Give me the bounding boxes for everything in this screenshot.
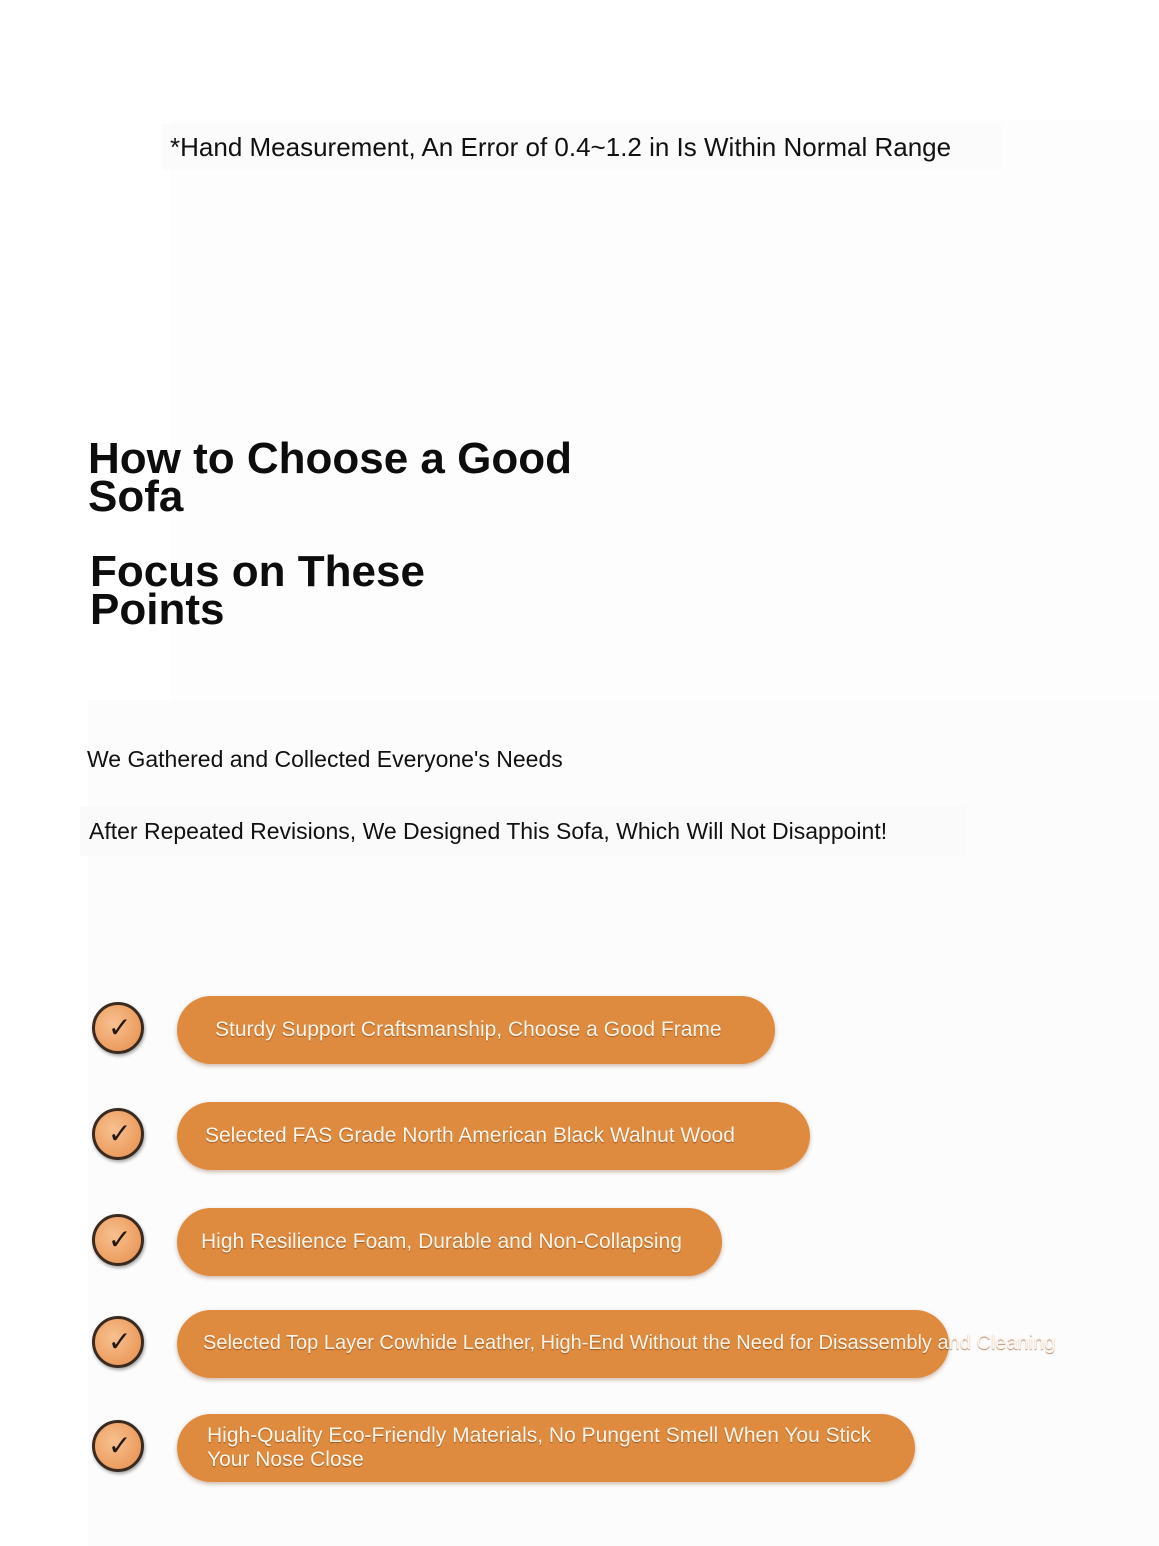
feature-label: Selected Top Layer Cowhide Leather, High-End Without the Need for Disassembly and Cleaning bbox=[203, 1332, 1056, 1354]
feature-pill bbox=[177, 1102, 810, 1170]
headline-choose-sofa: How to Choose a Good Sofa bbox=[88, 434, 572, 521]
feature-label: Selected FAS Grade North American Black Walnut Wood bbox=[205, 1124, 735, 1147]
checkmark-icon: ✓ bbox=[92, 1420, 144, 1472]
headline-focus-points: Focus on These Points bbox=[90, 547, 425, 634]
feature-item bbox=[92, 1102, 817, 1170]
intro-line-revisions: After Repeated Revisions, We Designed This Sofa, Which Will Not Disappoint! bbox=[80, 806, 966, 856]
feature-label: Sturdy Support Craftsmanship, Choose a Good Frame bbox=[215, 1018, 722, 1041]
feature-pill bbox=[177, 1208, 722, 1276]
intro-line-needs: We Gathered and Collected Everyone's Needs bbox=[87, 746, 563, 772]
feature-label: High-Quality Eco-Friendly Materials, No Pungent Smell When You Stick Your Nose Close bbox=[207, 1424, 872, 1471]
checkmark-icon: ✓ bbox=[92, 1108, 144, 1160]
feature-item bbox=[92, 1310, 1056, 1378]
feature-label: High Resilience Foam, Durable and Non-Collapsing bbox=[201, 1230, 682, 1253]
feature-item bbox=[92, 1208, 727, 1276]
measurement-note: *Hand Measurement, An Error of 0.4~1.2 in Is Within Normal Range bbox=[162, 124, 1002, 170]
feature-pill bbox=[177, 1414, 915, 1482]
checkmark-icon: ✓ bbox=[92, 1214, 144, 1266]
checkmark-icon: ✓ bbox=[92, 1316, 144, 1368]
feature-pill bbox=[177, 996, 775, 1064]
feature-item bbox=[92, 996, 782, 1064]
feature-pill bbox=[177, 1310, 1056, 1378]
checkmark-icon: ✓ bbox=[92, 1002, 144, 1054]
feature-item bbox=[92, 1414, 922, 1482]
